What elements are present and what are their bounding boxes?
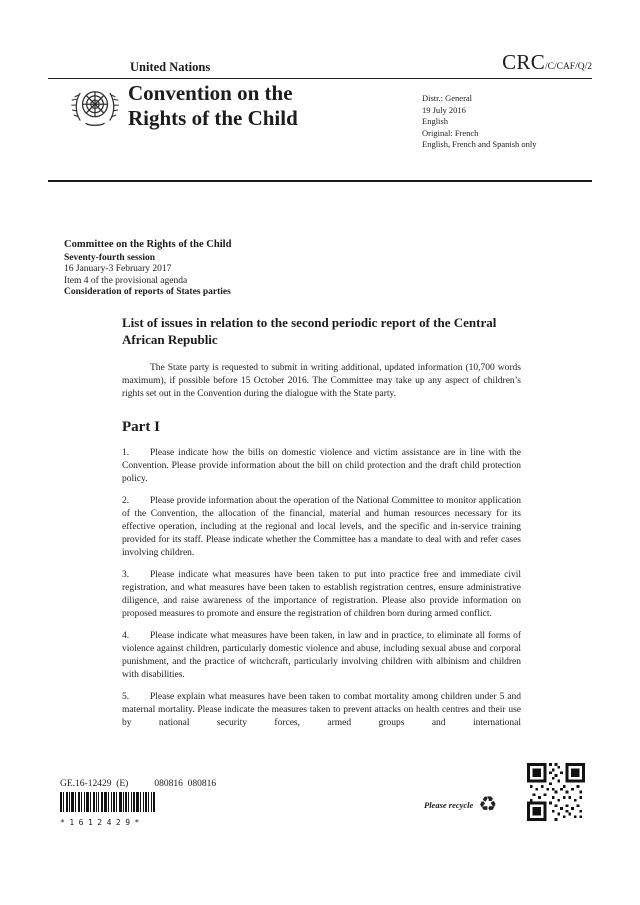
paragraph-number: 1.	[122, 448, 130, 458]
recycle-label: Please recycle	[424, 799, 474, 810]
convention-title-line1: Convention on the	[128, 81, 293, 105]
session-block	[64, 239, 231, 299]
document-symbol-prefix: CRC	[502, 50, 545, 74]
availability-line: English, French and Spanish only	[422, 139, 537, 150]
committee-name: Committee on the Rights of the Child	[64, 239, 232, 250]
convention-title	[128, 81, 298, 131]
agenda-title: Consideration of reports of States parties	[64, 287, 231, 297]
distribution-info	[422, 93, 537, 151]
part-heading: Part I	[122, 419, 160, 435]
barcode	[60, 792, 156, 827]
recycle-icon: ♻	[478, 792, 498, 816]
barcode-text: *1612429*	[60, 818, 144, 827]
original-language-line: Original: French	[422, 127, 479, 138]
language-line: English	[422, 116, 448, 127]
paragraph-number: 3.	[122, 570, 130, 580]
document-body	[122, 314, 521, 739]
ge-codes: 080816 080816	[154, 779, 217, 789]
session-dates: 16 January-3 February 2017	[64, 264, 172, 274]
page-header	[48, 50, 592, 79]
paragraph-number: 2.	[122, 496, 130, 506]
date-line: 19 July 2016	[422, 104, 466, 115]
ge-reference-line	[60, 779, 216, 789]
paragraph-text: Please explain what measures have been taken to combat mortality among children under 5 and maternal mortality. Please indicate the measures taken to prevent attacks on health centres and their use by national security forces, armed groups and international	[122, 692, 521, 728]
document-symbol-suffix: /C/CAF/Q/2	[545, 62, 592, 72]
document-symbol	[502, 50, 592, 75]
paragraph-text: Please indicate how the bills on domestic violence and victim assistance are in line with the Convention. Please provide information about the bill on child protection and the draft child protection policy.	[122, 448, 521, 484]
numbered-paragraph-5	[122, 691, 521, 730]
barcode-icon	[60, 792, 156, 812]
paragraph-text: Please indicate what measures have been taken to put into practice free and immediate civil registration, and what measures have been taken to establish registration centres, ensure administrative diligence, and raise awareness of the importance of registration. Please also provide information on proposed measures to promote and ensure the registration of children born during armed conflict.	[122, 570, 521, 619]
convention-title-line2: Rights of the Child	[128, 106, 298, 130]
distr-line: Distr.: General	[422, 93, 473, 103]
agenda-item: Item 4 of the provisional agenda	[64, 275, 188, 286]
paragraph-number: 5.	[122, 692, 130, 702]
org-name: United Nations	[130, 60, 211, 74]
masthead-divider	[48, 180, 592, 182]
numbered-paragraph-3	[122, 569, 521, 621]
paragraph-number: 4.	[122, 631, 130, 641]
session-name: Seventy-fourth session	[64, 252, 156, 263]
numbered-paragraph-1	[122, 447, 521, 486]
paragraph-text: Please provide information about the operation of the National Committee to monitor application of the Convention, the allocation of the financial, material and human resources necessary for its effective operation, including at the regional and local levels, and the specific and in-service training provided for its staff. Please indicate whether the Committee has a mandate to deal with and refer cases involving children.	[122, 496, 521, 558]
numbered-paragraph-4	[122, 630, 521, 682]
un-emblem-icon	[70, 85, 120, 136]
qr-code-icon	[527, 763, 585, 826]
ge-reference: GE.16-12429 (E)	[60, 779, 129, 789]
document-title: List of issues in relation to the second periodic report of the Central African Republic	[122, 315, 497, 347]
recycle-notice	[424, 794, 497, 815]
masthead	[48, 81, 592, 180]
intro-paragraph: The State party is requested to submit in writing additional, updated information (10,700 words maximum), if possible before 15 October 2016. The Committee may take up any aspect of children’s rights set out in the Convention during the dialogue with the State party.	[122, 363, 521, 399]
numbered-paragraph-2	[122, 495, 521, 560]
paragraph-text: Please indicate what measures have been taken, in law and in practice, to eliminate all forms of violence against children, particularly domestic violence and abuse, including sexual abuse and corporal punishment, and the practice of witchcraft, particularly involving children with albinism and children with disabilities.	[122, 631, 521, 680]
